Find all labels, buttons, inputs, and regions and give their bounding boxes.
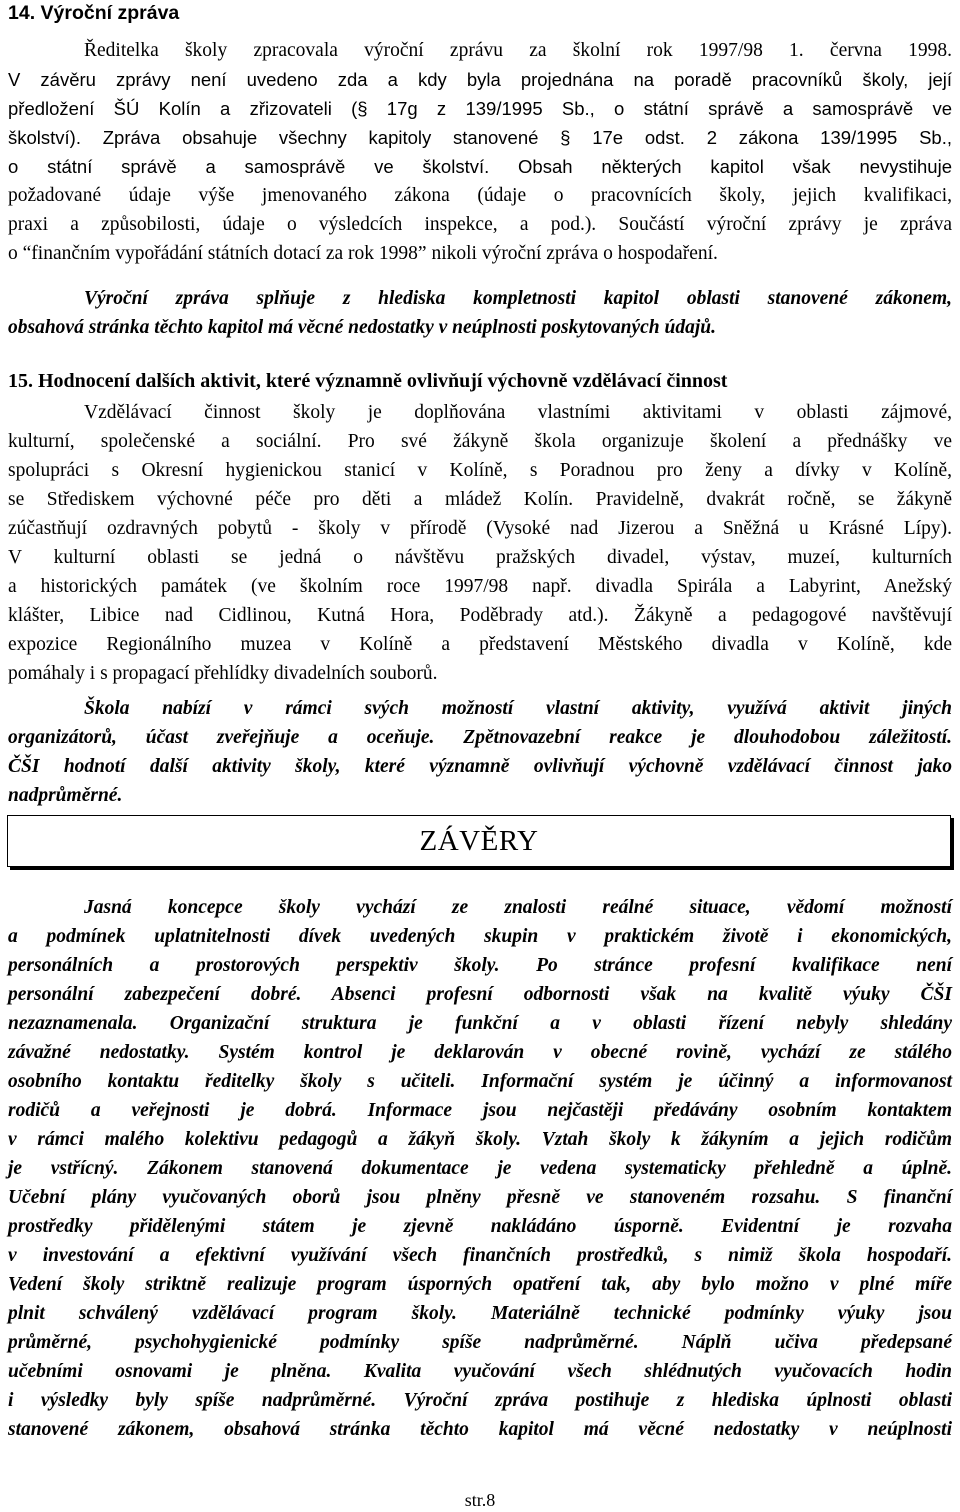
- text-line: obsahová stránka těchto kapitol má věcné nedostatky v neúplnosti poskytovaných údajů.: [8, 317, 716, 338]
- text-line: V závěru zprávy není uvedeno zda a kdy byla projednána na poradě pracovníků školy, její: [8, 69, 952, 90]
- text-line: plnit schválený vzdělávací program školy. Materiálně technické podmínky výuky jsou: [8, 1303, 952, 1324]
- text-line: V kulturní oblasti se jedná o návštěvu pražských divadel, výstav, muzeí, kulturních: [8, 547, 952, 568]
- text-line: i výsledky byly spíše nadprůměrné. Výroční zpráva postihuje z hlediska úplnosti oblasti: [8, 1390, 952, 1411]
- text-line: pomáhaly i s propagací přehlídky divadelních souborů.: [8, 663, 438, 684]
- text-line: organizátorů, účast zveřejňuje a oceňuje. Zpětnovazební reakce je dlouhodobou záležitostí.: [8, 727, 952, 748]
- text-line: stanovené zákonem, obsahová stránka těchto kapitol má věcné nedostatky v neúplnosti: [8, 1419, 952, 1440]
- text-line: nezaznamenala. Organizační struktura je funkční a v oblasti řízení nebyly shledány: [8, 1013, 952, 1034]
- text-line: Vzdělávací činnost školy je doplňována vlastními aktivitami v oblasti zájmové,: [84, 402, 952, 423]
- text-line: osobního kontaktu ředitelky školy s učiteli. Informační systém je účinný a informovanost: [8, 1071, 952, 1092]
- text-line: předložení ŠÚ Kolín a zřizovateli (§ 17g z 139/1995 Sb., o státní správě a samosprávě ve: [8, 98, 952, 119]
- text-line: Jasná koncepce školy vychází ze znalosti reálné situace, vědomí možností: [84, 897, 952, 918]
- section-14-summary: [8, 284, 952, 342]
- text-line: Ředitelka školy zpracovala výroční zprávu za školní rok 1997/98 1. června 1998.: [84, 40, 952, 61]
- text-line: Výroční zpráva splňuje z hlediska kompletnosti kapitol oblasti stanovené zákonem,: [84, 288, 952, 309]
- conclusions-text: [8, 893, 952, 1444]
- section-14-paragraph: [8, 36, 952, 268]
- text-line: expozice Regionálního muzea v Kolíně a představení Městského divadla v Kolíně, kde: [8, 634, 952, 655]
- text-line: školství). Zpráva obsahuje všechny kapitoly stanovené § 17e odst. 2 zákona 139/1995 Sb.,: [8, 127, 952, 148]
- section-15-summary: [8, 694, 952, 810]
- text-line: a podmínek uplatnitelnosti dívek uvedených skupin v praktickém životě i ekonomických,: [8, 926, 952, 947]
- text-line: spolupráci s Okresní hygienickou stanicí v Kolíně, s Poradnou pro ženy a dívky v Kolíně,: [8, 460, 952, 481]
- section-14-heading: 14. Výroční zpráva: [8, 2, 180, 24]
- text-line: požadované údaje výše jmenovaného zákona (údaje o pracovnících školy, jejich kvalifikaci,: [8, 185, 952, 206]
- text-line: se Střediskem výchovné péče pro děti a mládež Kolín. Pravidelně, dvakrát ročně, se žákyně: [8, 489, 952, 510]
- text-line: nadprůměrné.: [8, 785, 123, 806]
- conclusions-title: ZÁVĚRY: [419, 824, 539, 857]
- text-line: personálních a prostorových perspektiv školy. Po stránce profesní kvalifikace není: [8, 955, 952, 976]
- text-line: o “finančním vypořádání státních dotací za rok 1998” nikoli výroční zpráva o hospodaření.: [8, 243, 718, 264]
- conclusions-title-box: [7, 815, 951, 867]
- text-line: v investování a efektivní využívání všech finančních prostředků, s nimiž škola hospodaří.: [8, 1245, 952, 1266]
- text-line: učebními osnovami je plněna. Kvalita vyučování všech shlédnutých vyučovacích hodin: [8, 1361, 952, 1382]
- text-line: v rámci malého kolektivu pedagogů a žákyň školy. Vztah školy k žákyním a jejich rodičům: [8, 1129, 952, 1150]
- section-15-paragraph: [8, 398, 952, 688]
- text-line: ČŠI hodnotí další aktivity školy, které významně ovlivňují výchovně vzdělávací činnost jako: [8, 756, 952, 777]
- text-line: o státní správě a samosprávě ve školství. Obsah některých kapitol však nevystihuje: [8, 156, 952, 177]
- text-line: a historických památek (ve školním roce 1997/98 např. divadla Spirála a Labyrint, Anežský: [8, 576, 952, 597]
- text-line: je vstřícný. Zákonem stanovená dokumentace je vedena systematicky přehledně a úplně.: [8, 1158, 952, 1179]
- page-number: str.8: [464, 1490, 496, 1510]
- text-line: Vedení školy striktně realizuje program úsporných opatření tak, aby bylo možno v plné míře: [8, 1274, 952, 1295]
- section-15-heading: 15. Hodnocení dalších aktivit, které významně ovlivňují výchovně vzdělávací činnost: [8, 370, 728, 392]
- text-line: kulturní, společenské a sociální. Pro své žákyně škola organizuje školení a přednášky ve: [8, 431, 952, 452]
- text-line: prostředky přidělenými státem je zjevně nakládáno úsporně. Evidentní je rozvaha: [8, 1216, 952, 1237]
- text-line: klášter, Libice nad Cidlinou, Kutná Hora, Poděbrady atd.). Žákyně a pedagogové navštěvují: [8, 605, 952, 626]
- text-line: rodičů a veřejnosti je dobrá. Informace jsou nejčastěji předávány osobním kontaktem: [8, 1100, 952, 1121]
- text-line: průměrné, psychohygienické podmínky spíše nadprůměrné. Náplň učiva předepsané: [8, 1332, 952, 1353]
- text-line: Učební plány vyučovaných oborů jsou plněny přesně ve stanoveném rozsahu. S finanční: [8, 1187, 952, 1208]
- text-line: praxi a způsobilosti, údaje o výsledcích inspekce, a pod.). Součástí výroční zprávy je zpráva: [8, 214, 952, 235]
- text-line: personální zabezpečení dobré. Absenci profesní odbornosti však na kvalitě výuky ČŠI: [8, 984, 952, 1005]
- text-line: Škola nabízí v rámci svých možností vlastní aktivity, využívá aktivit jiných: [84, 698, 952, 719]
- text-line: zúčastňují ozdravných pobytů - školy v přírodě (Vysoké nad Jizerou a Sněžná u Krásné Lípy).: [8, 518, 952, 539]
- text-line: závažné nedostatky. Systém kontrol je deklarován v obecné rovině, vychází ze stálého: [8, 1042, 952, 1063]
